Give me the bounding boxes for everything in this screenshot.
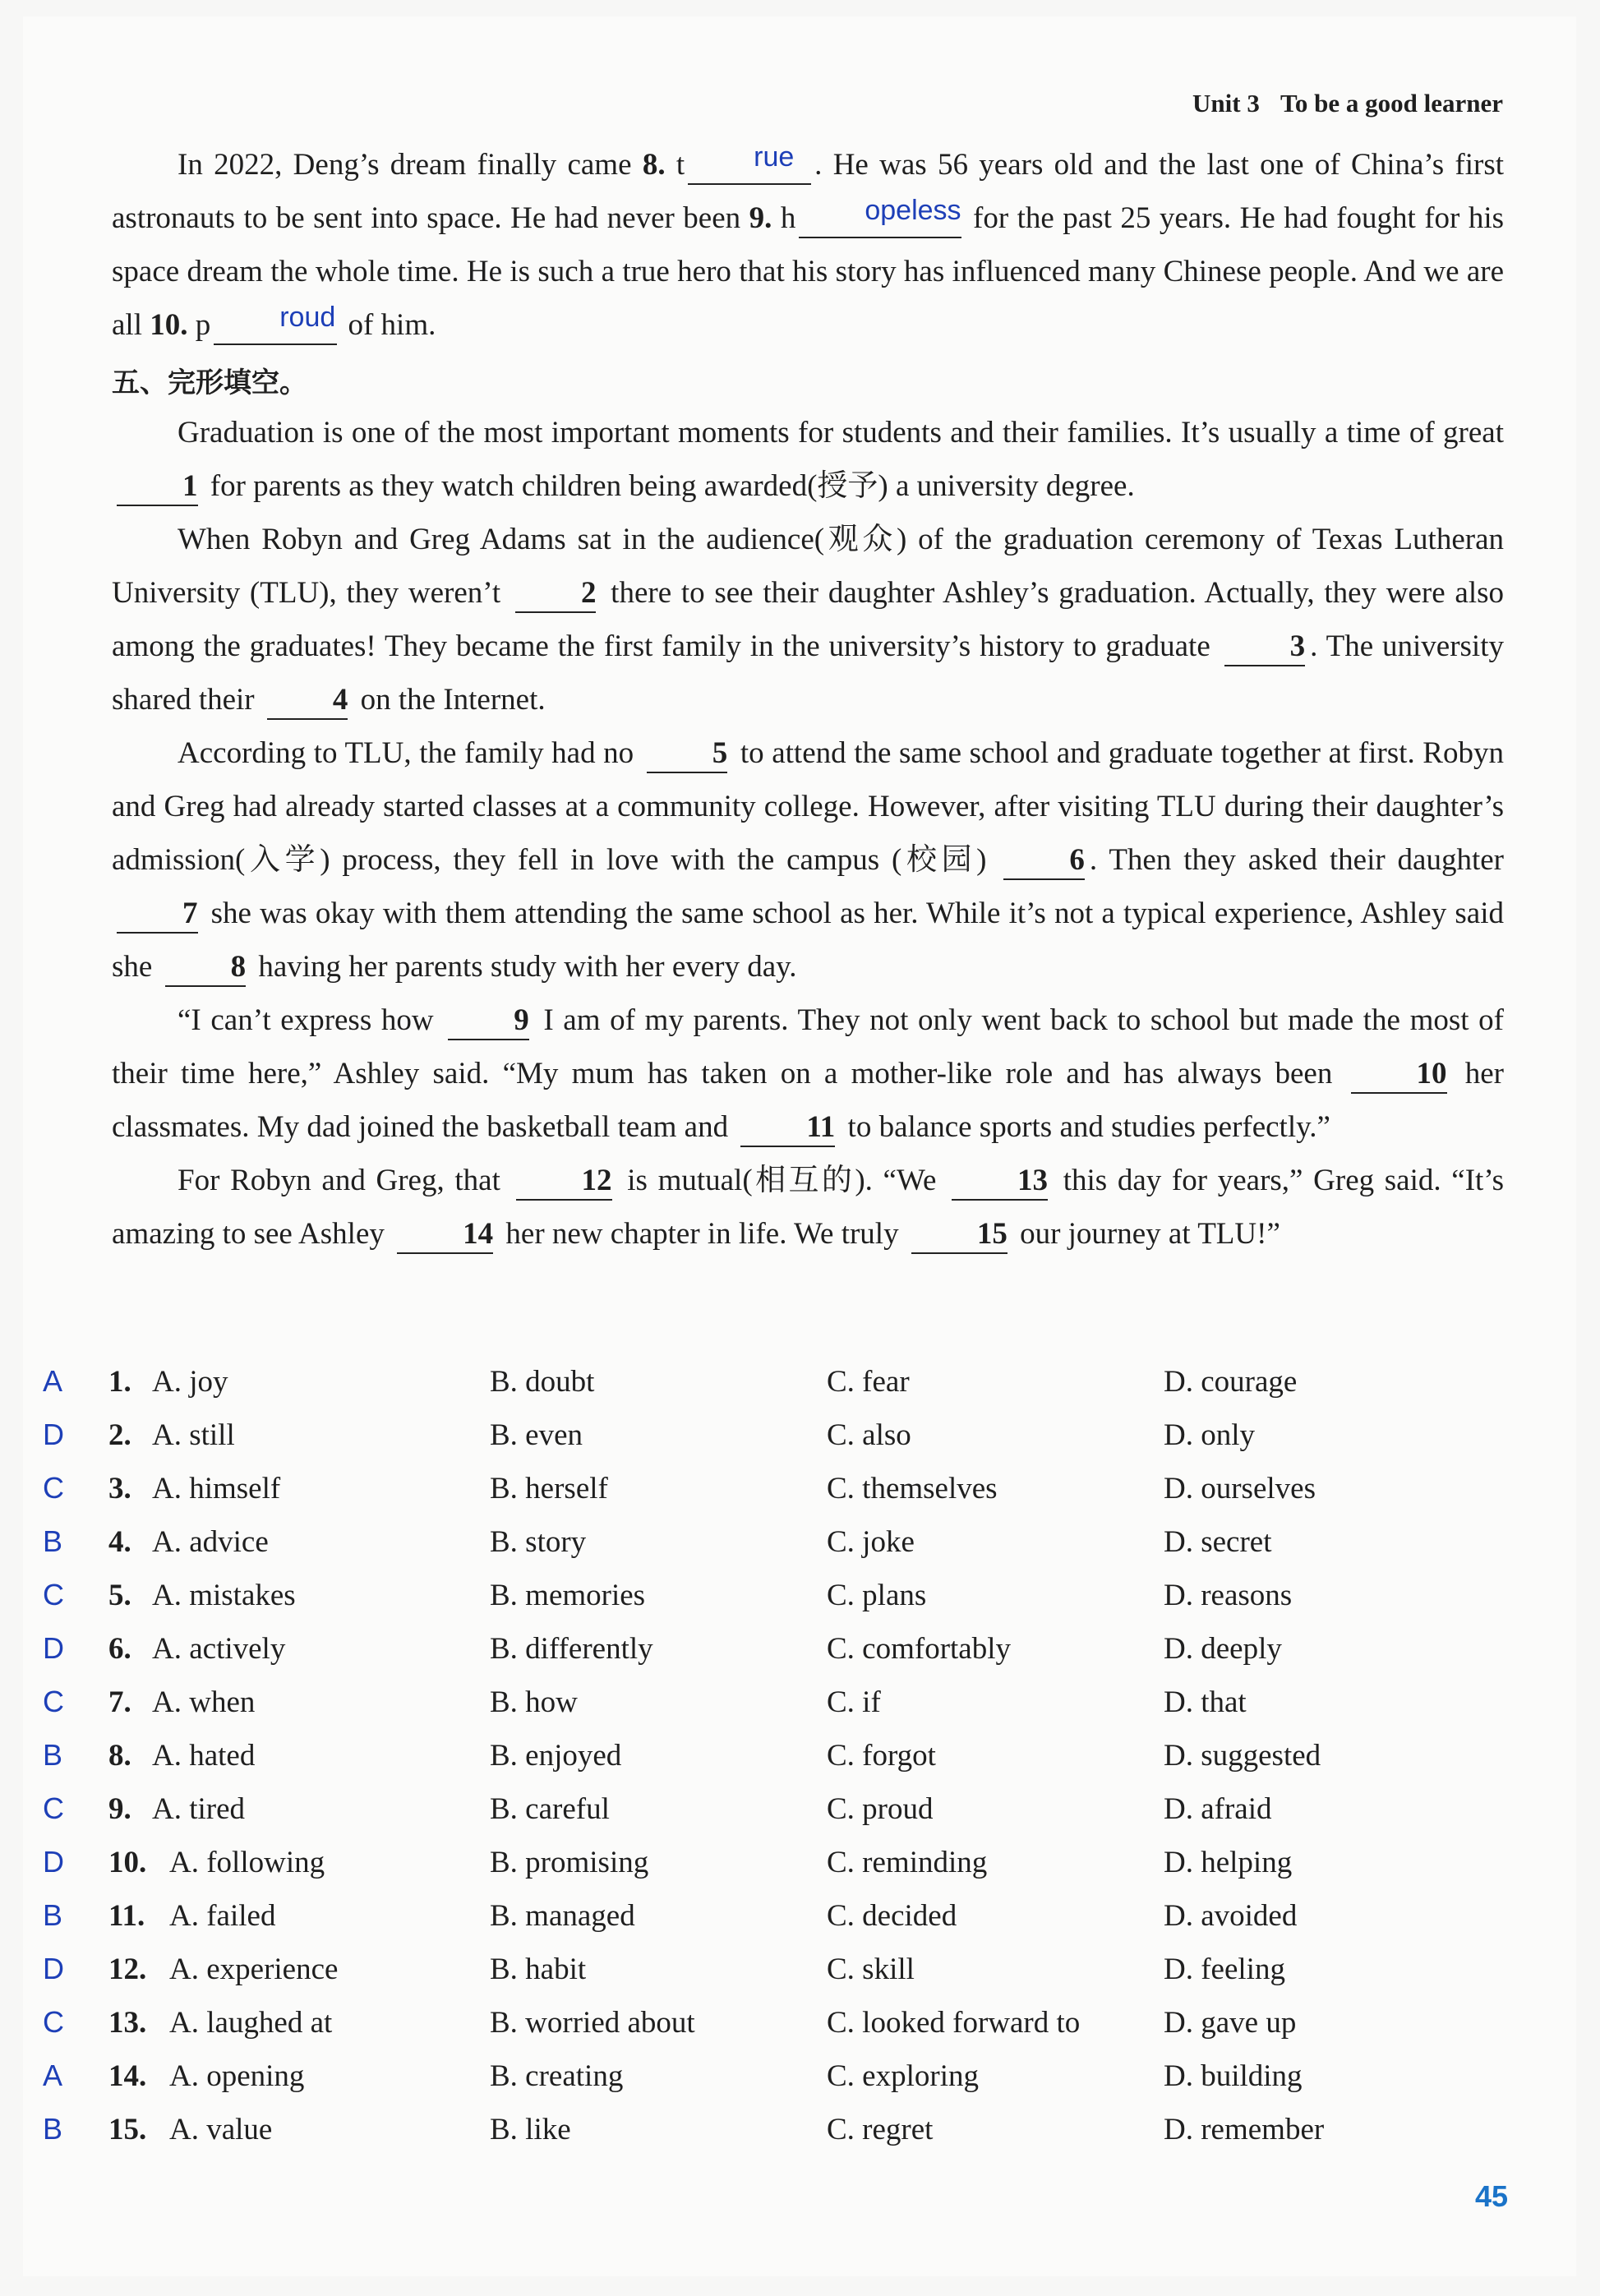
option-a[interactable]: A. failed — [169, 1899, 276, 1933]
option-d[interactable]: D. building — [1164, 2059, 1303, 2093]
question-row — [0, 1738, 1600, 1791]
option-c[interactable]: C. reminding — [827, 1846, 988, 1879]
handwritten-choice: C — [43, 1471, 64, 1505]
unit-title: To be a good learner — [1280, 89, 1503, 118]
option-a[interactable]: A. opening — [169, 2059, 305, 2093]
option-a[interactable]: A. following — [169, 1846, 325, 1879]
handwritten-choice: B — [43, 1524, 63, 1558]
option-c[interactable]: C. skill — [827, 1953, 915, 1986]
option-a[interactable]: A. advice — [152, 1525, 269, 1559]
option-b[interactable]: B. promising — [490, 1846, 649, 1879]
option-b[interactable]: B. story — [490, 1525, 587, 1559]
cloze-blank[interactable]: 7 — [117, 896, 198, 934]
question-row — [0, 1631, 1600, 1684]
answer-blank-8[interactable] — [688, 141, 811, 185]
question-row — [0, 1685, 1600, 1737]
question-number: 11. — [108, 1899, 145, 1933]
question-row — [0, 2112, 1600, 2165]
option-c[interactable]: C. forgot — [827, 1739, 936, 1773]
cloze-paragraph: “I can’t express how 9 I am of my parents. They not only went back to school but made the most of their time here,” Ashley said. “My mum has taken on a mother-like role and has always been 10 her classmates. My dad joined the basketball team and 11 to balance sports and studies perfectly.” — [112, 994, 1504, 1154]
question-row — [0, 1952, 1600, 2004]
option-d[interactable]: D. secret — [1164, 1525, 1272, 1559]
option-b[interactable]: B. habit — [490, 1953, 587, 1986]
handwritten-choice: D — [43, 1418, 64, 1451]
question-row — [0, 1578, 1600, 1630]
option-b[interactable]: B. memories — [490, 1579, 646, 1612]
handwritten-choice: C — [43, 2005, 64, 2039]
option-a[interactable]: A. still — [152, 1418, 235, 1452]
question-number: 6. — [108, 1632, 131, 1666]
question-number: 5. — [108, 1579, 131, 1612]
question-number: 1. — [108, 1365, 131, 1399]
cloze-blank[interactable]: 4 — [267, 682, 348, 720]
question-number: 14. — [108, 2059, 147, 2093]
option-b[interactable]: B. even — [490, 1418, 583, 1452]
option-c[interactable]: C. fear — [827, 1365, 910, 1399]
section-title: 五、完形填空。 — [112, 367, 307, 399]
option-d[interactable]: D. remember — [1164, 2113, 1325, 2146]
question-row — [0, 1898, 1600, 1951]
cloze-blank[interactable]: 2 — [515, 575, 597, 613]
option-d[interactable]: D. suggested — [1164, 1739, 1321, 1773]
cloze-blank[interactable]: 12 — [516, 1163, 612, 1201]
cloze-paragraph: According to TLU, the family had no 5 to attend the same school and graduate together at first. Robyn and Greg had already started classes at a community college. However, after visiting TLU during their daughter’s admission(入学) process, they fell in love with the campus (校园) 6 . Then they asked their daughter 7 she was okay with them attending the same school as her. While it’s not a typical experience, Ashley said she 8 having her parents study with her every day. — [112, 726, 1504, 994]
item-number: 10. — [150, 308, 188, 342]
option-a[interactable]: A. tired — [152, 1792, 246, 1826]
option-d[interactable]: D. only — [1164, 1418, 1255, 1452]
page-number: 45 — [1474, 2179, 1508, 2213]
option-d[interactable]: D. helping — [1164, 1846, 1293, 1879]
option-c[interactable]: C. joke — [827, 1525, 915, 1559]
option-c[interactable]: C. looked forward to — [827, 2006, 1081, 2040]
question-row — [0, 1418, 1600, 1470]
handwritten-choice: A — [43, 1364, 63, 1398]
handwritten-answer: roud — [279, 302, 336, 333]
answer-blank-9[interactable] — [799, 195, 961, 238]
question-number: 13. — [108, 2006, 147, 2040]
handwritten-choice: C — [43, 1578, 64, 1611]
option-b[interactable]: B. how — [490, 1685, 578, 1719]
question-row — [0, 1364, 1600, 1417]
cloze-blank[interactable]: 10 — [1351, 1056, 1447, 1094]
option-a[interactable]: A. mistakes — [152, 1579, 296, 1612]
option-c[interactable]: C. also — [827, 1418, 911, 1452]
handwritten-choice: D — [43, 1631, 64, 1665]
option-d[interactable]: D. deeply — [1164, 1632, 1282, 1666]
option-a[interactable]: A. value — [169, 2113, 273, 2146]
passage-fill — [112, 138, 1504, 352]
option-c[interactable]: C. regret — [827, 2113, 934, 2146]
option-b[interactable]: B. careful — [490, 1792, 610, 1826]
cloze-blank[interactable]: 8 — [165, 949, 247, 987]
cloze-blank[interactable]: 6 — [1003, 842, 1085, 880]
option-b[interactable]: B. worried about — [490, 2006, 695, 2040]
option-a[interactable]: A. when — [152, 1685, 256, 1719]
question-number: 10. — [108, 1846, 147, 1879]
option-d[interactable]: D. that — [1164, 1685, 1247, 1719]
handwritten-choice: D — [43, 1845, 64, 1879]
option-a[interactable]: A. hated — [152, 1739, 256, 1773]
handwritten-answer: rue — [754, 141, 795, 173]
option-c[interactable]: C. exploring — [827, 2059, 979, 2093]
handwritten-answer: opeless — [865, 195, 961, 226]
cloze-paragraph: When Robyn and Greg Adams sat in the audience(观众) of the graduation ceremony of Texas Lutheran University (TLU), they weren’t 2 there to see their daughter Ashley’s graduation. Actually, they were also among the graduates! They became the first family in the university’s history to graduate 3 . The university shared their 4 on the Internet. — [112, 513, 1504, 726]
option-d[interactable]: D. ourselves — [1164, 1472, 1316, 1505]
option-a[interactable]: A. himself — [152, 1472, 281, 1505]
handwritten-choice: D — [43, 1952, 64, 1985]
unit-label: Unit 3 — [1192, 89, 1260, 118]
option-d[interactable]: D. avoided — [1164, 1899, 1298, 1933]
option-b[interactable]: B. managed — [490, 1899, 635, 1933]
question-row — [0, 1471, 1600, 1524]
question-number: 3. — [108, 1472, 131, 1505]
item-number: 9. — [749, 201, 772, 235]
cloze-blank[interactable]: 14 — [397, 1216, 493, 1254]
option-c[interactable]: C. if — [827, 1685, 881, 1719]
question-number: 12. — [108, 1953, 147, 1986]
option-b[interactable]: B. doubt — [490, 1365, 595, 1399]
cloze-blank[interactable]: 1 — [117, 468, 198, 506]
cloze-blank[interactable]: 9 — [448, 1003, 529, 1040]
question-number: 7. — [108, 1685, 131, 1719]
question-number: 2. — [108, 1418, 131, 1452]
option-d[interactable]: D. reasons — [1164, 1579, 1293, 1612]
handwritten-choice: B — [43, 2112, 63, 2146]
answer-blank-10[interactable] — [214, 302, 337, 345]
question-row — [0, 1524, 1600, 1577]
option-d[interactable]: D. feeling — [1164, 1953, 1285, 1986]
option-c[interactable]: C. themselves — [827, 1472, 998, 1505]
cloze-blank[interactable]: 3 — [1224, 629, 1306, 666]
question-row — [0, 1791, 1600, 1844]
page-header — [1192, 89, 1503, 118]
cloze-paragraph: For Robyn and Greg, that 12 is mutual(相互的). “We 13 this day for years,” Greg said. “It’s amazing to see Ashley 14 her new chapter in life. We truly 15 our journey at TLU!” — [112, 1154, 1504, 1261]
option-b[interactable]: B. like — [490, 2113, 571, 2146]
option-b[interactable]: B. creating — [490, 2059, 624, 2093]
cloze-paragraph: Graduation is one of the most important moments for students and their families. It’s usually a time of great 1 for parents as they watch children being awarded(授予) a university degree. — [112, 406, 1504, 513]
question-row — [0, 2005, 1600, 2058]
option-d[interactable]: D. courage — [1164, 1365, 1298, 1399]
option-b[interactable]: B. differently — [490, 1632, 653, 1666]
handwritten-choice: C — [43, 1791, 64, 1825]
question-number: 4. — [108, 1525, 131, 1559]
handwritten-choice: C — [43, 1685, 64, 1718]
question-number: 8. — [108, 1739, 131, 1773]
option-a[interactable]: A. laughed at — [169, 2006, 333, 2040]
option-c[interactable]: C. plans — [827, 1579, 927, 1612]
question-row — [0, 2059, 1600, 2111]
option-d[interactable]: D. gave up — [1164, 2006, 1297, 2040]
passage-paragraph: In 2022, Deng’s dream finally came 8. t rue . He was 56 years old and the last one of China’s first astronauts to be sent into space. He had never been 9. h opeless for the past 25 years. He had fought for his space dream the whole time. He is such a true hero that his story has influenced many Chinese people. And we are all 10. p roud of him. — [112, 138, 1504, 352]
option-d[interactable]: D. afraid — [1164, 1792, 1272, 1826]
option-c[interactable]: C. decided — [827, 1899, 957, 1933]
cloze-blank[interactable]: 15 — [911, 1216, 1007, 1254]
item-number: 8. — [642, 148, 666, 182]
option-b[interactable]: B. herself — [490, 1472, 608, 1505]
handwritten-choice: B — [43, 1738, 63, 1772]
option-a[interactable]: A. actively — [152, 1632, 286, 1666]
option-c[interactable]: C. comfortably — [827, 1632, 1012, 1666]
cloze-blank[interactable]: 11 — [740, 1109, 835, 1147]
cloze-passage — [112, 406, 1504, 1261]
question-number: 15. — [108, 2113, 147, 2146]
question-row — [0, 1845, 1600, 1897]
option-a[interactable]: A. joy — [152, 1365, 228, 1399]
handwritten-choice: B — [43, 1898, 63, 1932]
option-a[interactable]: A. experience — [169, 1953, 339, 1986]
handwritten-choice: A — [43, 2059, 63, 2092]
option-c[interactable]: C. proud — [827, 1792, 934, 1826]
cloze-blank[interactable]: 5 — [647, 735, 728, 773]
cloze-blank[interactable]: 13 — [952, 1163, 1048, 1201]
question-number: 9. — [108, 1792, 131, 1826]
option-b[interactable]: B. enjoyed — [490, 1739, 622, 1773]
